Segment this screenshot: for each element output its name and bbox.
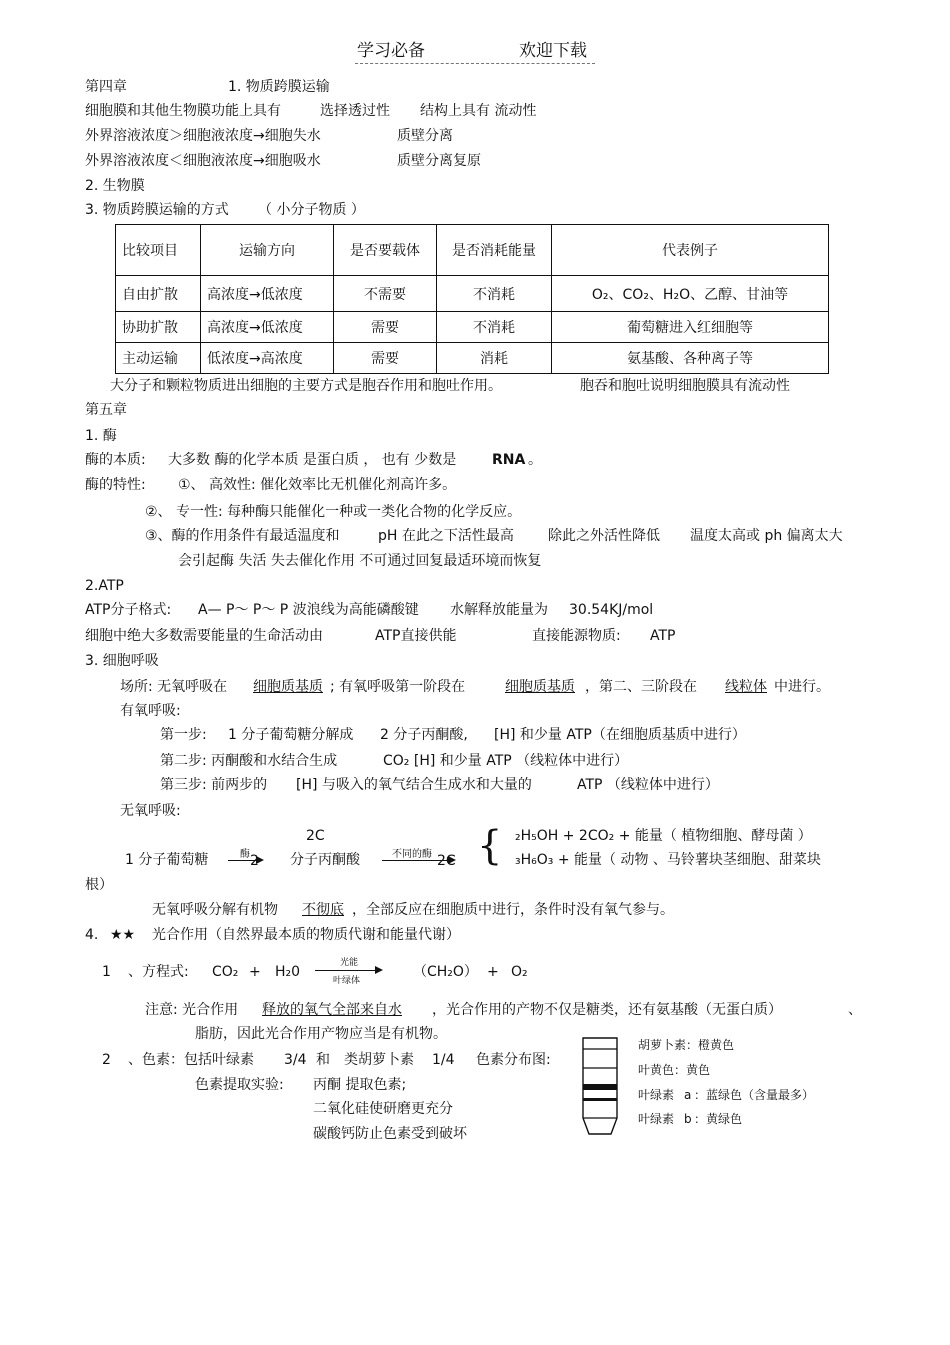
endocytosis-text: 大分子和颗粒物质进出细胞的主要方式是胞吞作用和胞吐作用。 <box>110 378 502 394</box>
eq-pyruvate: 分子丙酮酸 <box>290 852 360 868</box>
enzyme-nature-text: 大多数 酶的化学本质 是蛋白质 ， 也有 少数是 <box>168 452 457 468</box>
enzyme-inactivation: 会引起酶 失活 失去催化作用 不可通过回复最适环境而恢复 <box>178 553 542 569</box>
eq-alcohol: ₂H₅OH + 2CO₂ + 能量（ 植物细胞、酵母菌 ） <box>515 828 812 844</box>
pigment-carotenoid: 类胡萝卜素 <box>344 1052 414 1068</box>
enzyme-heading: 1. 酶 <box>85 428 117 444</box>
atp-source-text: 细胞中绝大多数需要能量的生命活动由 <box>85 628 323 644</box>
table-cell: 主动运输 <box>116 343 201 374</box>
table-cell: 氨基酸、各种离子等 <box>552 343 829 374</box>
table-cell: 协助扩散 <box>116 312 201 343</box>
ch4-section2: 2. 生物膜 <box>85 178 145 194</box>
legend-chlb-letter: b <box>684 1112 692 1126</box>
atp-energy-value: 30.54KJ/mol <box>569 602 654 618</box>
atp-structure: A— P～ P～ P 波浪线为高能磷酸键 <box>198 602 419 618</box>
transport-table <box>115 224 829 374</box>
pigment-and: 和 <box>316 1052 330 1068</box>
step1-glucose: 1 分子葡萄糖分解成 <box>228 727 354 743</box>
photo-eq-o2: O₂ <box>511 964 528 980</box>
eq-2c-mid: 2C <box>437 853 456 869</box>
anaerobic-heading: 无氧呼吸: <box>120 803 181 819</box>
photo-stars: ★★ <box>110 927 136 943</box>
legend-chla-desc: ：蓝绿色（含量最多） <box>694 1088 815 1102</box>
table-cell: 高浓度→低浓度 <box>201 312 334 343</box>
respiration-heading: 3. 细胞呼吸 <box>85 653 159 669</box>
photo-note-oxygen: 释放的氧气全部来自水 <box>262 1002 402 1018</box>
atp-heading: 2.ATP <box>85 578 124 594</box>
ch4-section3-note: （ 小分子物质 ） <box>258 202 365 218</box>
extraction-label: 色素提取实验: <box>195 1077 284 1093</box>
photo-eq-chloroplast: 叶绿体 <box>333 976 361 986</box>
enzyme-rna: RNA <box>492 452 526 468</box>
location-text-4: 中进行。 <box>774 679 830 695</box>
photo-number: 4. <box>85 927 99 943</box>
header-underline <box>355 63 595 64</box>
table-row <box>116 276 829 312</box>
extraction-caco3: 碳酸钙防止色素受到破坏 <box>313 1126 467 1142</box>
deplasmolysis-cond: 外界溶液浓度＜细胞液浓度→细胞吸水 <box>85 153 321 169</box>
legend-chla-letter: a <box>684 1088 692 1102</box>
legend-chla-label: 叶绿素 <box>638 1088 675 1102</box>
enzyme-nature-end: 。 <box>528 452 542 468</box>
enzyme-decrease: 除此之外活性降低 <box>548 528 660 544</box>
location-cytoplasm-2: 细胞质基质 <box>505 679 575 695</box>
table-cell: 葡萄糖进入红细胞等 <box>552 312 829 343</box>
anaerobic-summary: 无氧呼吸分解有机物 <box>152 902 278 918</box>
photo-note-2: 脂肪，因此光合作用产物应当是有机物。 <box>195 1026 447 1042</box>
photo-note-label: 注意: 光合作用 <box>145 1002 239 1018</box>
pigment-chl-ratio: 3/4 <box>284 1052 307 1068</box>
table-cell: 低浓度→高浓度 <box>201 343 334 374</box>
enzyme-extreme: 温度太高或 ph 偏离太大 <box>690 528 843 544</box>
step3-atp: ATP （线粒体中进行） <box>577 777 719 793</box>
pigment-dist-label: 色素分布图: <box>476 1052 551 1068</box>
step1-pyruvate: 2 分子丙酮酸, <box>380 727 468 743</box>
atp-energy-label: 水解释放能量为 <box>450 602 548 618</box>
table-cell: 不消耗 <box>437 312 552 343</box>
extraction-acetone: 丙酮 提取色素; <box>313 1077 407 1093</box>
table-header-row <box>116 225 829 276</box>
step3-text: 第三步: 前两步的 <box>160 777 268 793</box>
step1-products: [H] 和少量 ATP（在细胞质基质中进行） <box>494 727 746 743</box>
selective-permeability: 选择透过性 <box>320 103 390 119</box>
step2-text: 第二步: 丙酮酸和水结合生成 <box>160 753 338 769</box>
anaerobic-incomplete: 不彻底 <box>302 902 344 918</box>
photo-eq-h2o: H₂0 <box>275 964 301 980</box>
table-row <box>116 312 829 343</box>
photo-eq-label: 、方程式: <box>128 964 189 980</box>
eq-two: 2 <box>250 853 259 869</box>
table-cell: 自由扩散 <box>116 276 201 312</box>
enzyme-optimum: pH 在此之下活性最高 <box>378 528 514 544</box>
enzyme-conditions: ③、酶的作用条件有最适温度和 <box>145 528 340 544</box>
eq-root: 根） <box>85 877 113 893</box>
pigment-label: 、色素：包括叶绿素 <box>128 1052 254 1068</box>
table-row <box>116 343 829 374</box>
legend-chlb-desc: ：黄绿色 <box>694 1112 743 1126</box>
enzyme-char-label: 酶的特性: <box>85 477 146 493</box>
anaerobic-summary-end: ，全部反应在细胞质中进行，条件时没有氧气参与。 <box>352 902 674 918</box>
photo-note-comma: 、 <box>848 1002 862 1018</box>
plasmolysis-cond: 外界溶液浓度＞细胞液浓度→细胞失水 <box>85 128 321 144</box>
eq-lactic: ₃H₆O₃ + 能量（ 动物 、马铃薯块茎细胞、甜菜块 <box>515 852 821 868</box>
table-header-cell: 代表例子 <box>552 225 829 276</box>
ch4-section3: 3. 物质跨膜运输的方式 <box>85 202 229 218</box>
photo-eq-light: 光能 <box>340 958 359 968</box>
table-cell: 不消耗 <box>437 276 552 312</box>
pigment-num: 2 <box>102 1052 111 1068</box>
respiration-location: 场所: 无氧呼吸在 <box>120 679 228 695</box>
membrane-structure: 结构上具有 流动性 <box>420 103 537 119</box>
location-mitochondria: 线粒体 <box>725 679 767 695</box>
table-cell: 不需要 <box>334 276 437 312</box>
ch4-section1: 1. 物质跨膜运输 <box>228 79 330 95</box>
step3-mid: [H] 与吸入的氧气结合生成水和大量的 <box>296 777 532 793</box>
chapter4-title: 第四章 <box>85 79 127 95</box>
chromatography-tube-icon <box>580 1036 620 1136</box>
location-text-3: ，第二、三阶段在 <box>585 679 697 695</box>
legend-chlb-label: 叶绿素 <box>638 1112 675 1126</box>
photo-eq-plus1: + <box>249 964 261 980</box>
header-right: 欢迎下载 <box>519 41 587 61</box>
chapter5-title: 第五章 <box>85 402 127 418</box>
table-header-cell: 是否要载体 <box>334 225 437 276</box>
membrane-function: 细胞膜和其他生物膜功能上具有 <box>85 103 281 119</box>
table-header-cell: 是否消耗能量 <box>437 225 552 276</box>
header-left: 学习必备 <box>357 41 425 61</box>
photo-eq-product: （CH₂O） <box>413 964 478 980</box>
aerobic-heading: 有氧呼吸: <box>120 703 181 719</box>
step1-label: 第一步: <box>160 727 207 743</box>
photo-eq-arrow <box>315 970 381 971</box>
atp-direct: ATP直接供能 <box>375 628 457 644</box>
eq-2c-top: 2C <box>306 828 325 844</box>
enzyme-specificity: ②、 专一性: 每种酶只能催化一种或一类化合物的化学反应。 <box>145 504 522 520</box>
photo-eq-plus2: + <box>487 964 499 980</box>
plasmolysis: 质壁分离 <box>397 128 453 144</box>
eq-brace: { <box>477 823 503 869</box>
deplasmolysis: 质壁分离复原 <box>397 153 481 169</box>
photo-eq-num: 1 <box>102 964 111 980</box>
table-cell: 需要 <box>334 343 437 374</box>
enzyme-efficiency: ①、 高效性: 催化效率比无机催化剂高许多。 <box>178 477 457 493</box>
photo-note-text: ，光合作用的产物不仅是糖类，还有氨基酸（无蛋白质） <box>432 1002 782 1018</box>
photo-heading: 光合作用（自然界最本质的物质代谢和能量代谢） <box>152 927 460 943</box>
atp-direct-label: 直接能源物质: <box>532 628 621 644</box>
atp-direct-value: ATP <box>650 628 676 644</box>
eq-glucose: 1 分子葡萄糖 <box>125 852 209 868</box>
table-cell: 高浓度→低浓度 <box>201 276 334 312</box>
location-text-2: ; 有氧呼吸第一阶段在 <box>330 679 466 695</box>
location-cytoplasm-1: 细胞质基质 <box>253 679 323 695</box>
legend-carotene: 胡萝卜素：橙黄色 <box>638 1038 735 1052</box>
endocytosis-fluidity: 胞吞和胞吐说明细胞膜具有流动性 <box>580 378 790 394</box>
table-header-cell: 比较项目 <box>116 225 201 276</box>
pigment-car-ratio: 1/4 <box>432 1052 455 1068</box>
table-header-cell: 运输方向 <box>201 225 334 276</box>
table-cell: 消耗 <box>437 343 552 374</box>
legend-xanthophyll: 叶黄色：黄色 <box>638 1063 711 1077</box>
table-cell: O₂、CO₂、H₂O、乙醇、甘油等 <box>552 276 829 312</box>
extraction-silica: 二氧化硅使研磨更充分 <box>313 1101 453 1117</box>
photo-eq-co2: CO₂ <box>212 964 239 980</box>
eq-diff-enzyme-label: 不同的酶 <box>392 849 432 860</box>
atp-format-label: ATP分子格式: <box>85 602 172 618</box>
table-cell: 需要 <box>334 312 437 343</box>
eq-enzyme-label: 酶 <box>240 849 250 860</box>
enzyme-nature-label: 酶的本质: <box>85 452 146 468</box>
step2-products: CO₂ [H] 和少量 ATP （线粒体中进行） <box>383 753 629 769</box>
